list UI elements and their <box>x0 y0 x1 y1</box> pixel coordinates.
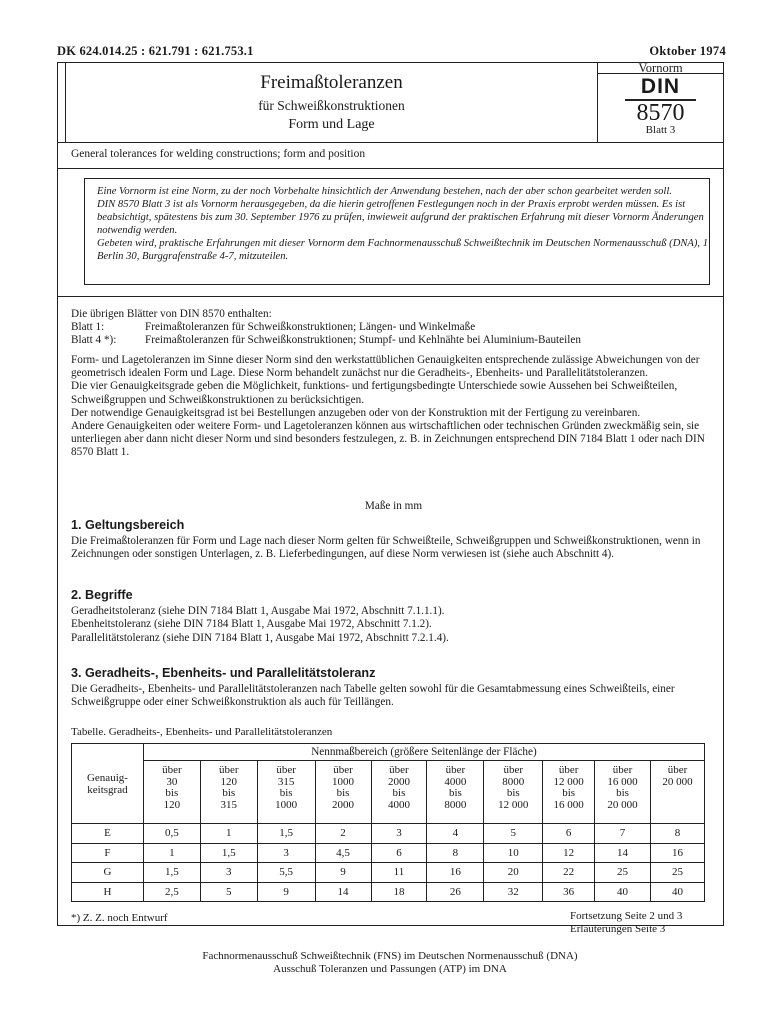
range-line: 12 000 <box>498 798 529 811</box>
tolerance-cell: 9 <box>257 882 315 902</box>
continuation-line: Erläuterungen Seite 3 <box>570 922 666 935</box>
tolerance-cell: 2,5 <box>143 882 200 902</box>
range-header-cell <box>651 761 705 824</box>
definition-item: Ebenheitstoleranz (siehe DIN 7184 Blatt 1, Ausgabe Mai 1972, Abschnitt 7.1.2). <box>71 618 432 631</box>
table-caption: Tabelle. Geradheits-, Ebenheits- und Parallelitätstoleranzen <box>71 726 333 738</box>
range-header-cell <box>143 761 200 824</box>
tolerance-cell: 32 <box>484 882 543 902</box>
range-line: über <box>445 764 466 776</box>
tolerance-cell: 10 <box>484 843 543 863</box>
grade-header-line: Genauig- <box>86 771 128 784</box>
section-text: Die Geradheits-, Ebenheits- und Parallelitätstoleranzen nach Tabelle gelten sowohl für die Gesamtabmessung eines Schweißteils, einer Schweißgruppe oder einer Schweißkonstruktion als auch für Teillängen. <box>71 683 675 709</box>
table-row <box>72 863 705 883</box>
range-line: bis <box>616 787 629 800</box>
grade-cell: G <box>72 863 144 883</box>
section-2 <box>71 589 716 645</box>
grade-cell: E <box>72 824 144 844</box>
table-row <box>72 824 705 844</box>
section-heading: 2. Begriffe <box>71 588 133 602</box>
notice-paragraph: Gebeten wird, praktische Erfahrungen mit dieser Vornorm dem Fachnormenausschuß Schweißtechnik im Deutschen Normenausschuß (DNA), 1 Berlin 30, Burggrafenstraße 4-7, mitzuteilen. <box>97 238 709 263</box>
range-line: 120 <box>163 798 181 811</box>
tolerance-cell: 8 <box>651 824 705 844</box>
range-line: bis <box>506 787 520 800</box>
tolerance-cell: 36 <box>543 882 595 902</box>
range-line: über <box>333 764 353 776</box>
vornorm-notice <box>84 178 710 285</box>
tolerance-cell: 7 <box>595 824 651 844</box>
tolerance-cell: 40 <box>651 882 705 902</box>
tolerance-cell: 1,5 <box>200 843 257 863</box>
range-line: über <box>276 764 296 776</box>
tolerance-cell: 5,5 <box>257 863 315 883</box>
header-left-strip <box>57 62 66 143</box>
publisher-line: Ausschuß Toleranzen und Passungen (ATP) im DNA <box>273 963 507 975</box>
intro-paragraph: Andere Genauigkeiten oder weitere Form- und Lagetoleranzen können aus wirtschaftlichen oder technischen Gründen zweckmäßig sein, sie unterliegen aber dann nicht dieser Norm und sind besonders festzulegen, z. B. in Zeichnungen entsprechend DIN 7184 Blatt 1 oder nach DIN 8570 Blatt 1. <box>71 420 705 459</box>
range-header-cell <box>257 761 315 824</box>
tolerance-cell: 3 <box>371 824 427 844</box>
range-line: 20 000 <box>607 798 638 811</box>
section-heading: 1. Geltungsbereich <box>71 518 185 532</box>
tolerance-cell: 16 <box>651 843 705 863</box>
range-header-cell <box>427 761 484 824</box>
tolerance-cell: 16 <box>427 863 484 883</box>
tolerance-cell: 9 <box>315 863 371 883</box>
din-number: 8570 <box>636 100 685 126</box>
tolerance-cell: 12 <box>543 843 595 863</box>
tolerance-cell: 3 <box>200 863 257 883</box>
sheet-label: Blatt 4 *): <box>71 334 117 347</box>
doc-title: Freimaßtoleranzen <box>260 72 403 93</box>
range-header-cell <box>200 761 257 824</box>
tolerance-cell: 25 <box>595 863 651 883</box>
range-line: über <box>558 764 579 776</box>
intro-paragraph: Form- und Lagetoleranzen im Sinne dieser Norm sind den werkstattüblichen Genauigkeiten entsprechende zulässige Abweichungen von der geometrisch idealen Form und Lage. Diese Norm behandelt zunächst nur die Geradheits-, Ebenheits- und Parallelitätstoleranzen. <box>71 354 700 380</box>
tolerance-cell: 5 <box>484 824 543 844</box>
tolerance-cell: 5 <box>200 882 257 902</box>
range-line: bis <box>448 787 462 800</box>
range-line: 315 <box>277 775 295 788</box>
range-header-cell <box>484 761 543 824</box>
grade-header <box>72 744 144 824</box>
tolerance-cell: 1,5 <box>143 863 200 883</box>
range-line: 4000 <box>444 775 467 788</box>
range-line: 1000 <box>275 798 298 811</box>
range-line: 8000 <box>444 798 467 811</box>
range-line: über <box>667 764 688 776</box>
range-line: 120 <box>220 775 237 788</box>
notice-paragraph: DIN 8570 Blatt 3 ist als Vornorm herausgegeben, da die hierin getroffenen Festlegungen noch in der Praxis erprobt werden müssen. Es ist beabsichtigt, spätestens bis zum 30. September 1976 zu prüfen, inwieweit aufgrund der praktischen Erfahrung mit dieser Vornorm Änderungen notwendig werden. <box>97 199 704 237</box>
intro-paragraph: Der notwendige Genauigkeitsgrad ist bei Bestellungen anzugeben oder von der Konstruktion mit der Fertigung zu vereinbaren. <box>71 406 641 419</box>
tolerance-cell: 1 <box>143 843 200 863</box>
range-line: bis <box>165 787 179 800</box>
range-line: 30 <box>166 775 178 788</box>
tolerance-cell: 1,5 <box>257 824 315 844</box>
range-header-cell <box>315 761 371 824</box>
english-title: General tolerances for welding constructions; form and position <box>71 148 366 160</box>
tolerance-cell: 8 <box>427 843 484 863</box>
range-header-cell <box>595 761 651 824</box>
tolerance-cell: 22 <box>543 863 595 883</box>
dk-classification: DK 624.014.25 : 621.791 : 621.753.1 <box>57 44 254 58</box>
table-row <box>72 843 705 863</box>
range-line: 12 000 <box>553 775 584 788</box>
grade-cell: F <box>72 843 144 863</box>
range-line: 1000 <box>332 775 355 788</box>
range-line: bis <box>336 787 350 800</box>
tolerance-cell: 40 <box>595 882 651 902</box>
range-line: 2000 <box>332 798 355 811</box>
publisher <box>60 950 720 976</box>
continuation-line: Fortsetzung Seite 2 und 3 <box>570 910 683 922</box>
grade-cell: H <box>72 882 144 902</box>
tolerance-cell: 4 <box>427 824 484 844</box>
tolerance-cell: 26 <box>427 882 484 902</box>
section-text: Die Freimaßtoleranzen für Form und Lage nach dieser Norm gelten für Schweißteile, Schweißgruppen und Schweißkonstruktionen, wenn in Zeichnungen oder sonstigen Unterlagen, z. B. Lieferbedingungen, auf diese Norm verwiesen ist (siehe auch Abschnitt 4). <box>71 535 701 561</box>
range-line: 4000 <box>387 798 410 811</box>
doc-subtitle: für Schweißkonstruktionen <box>258 98 405 113</box>
tolerance-table <box>71 743 705 902</box>
tolerance-cell: 11 <box>371 863 427 883</box>
intro-paragraph: Die vier Genauigkeitsgrade geben die Möglichkeit, funktions- und fertigungsbedingte Unterschiede sowie Aussehen bei Schweißteilen, Schweißgruppen und Schweißkonstruktionen zu berücksichtigen. <box>71 380 678 406</box>
section-heading: 3. Geradheits-, Ebenheits- und Parallelitätstoleranz <box>71 666 376 680</box>
section-3 <box>71 667 716 710</box>
tolerance-cell: 25 <box>651 863 705 883</box>
range-line: über <box>612 764 633 776</box>
tolerance-cell: 14 <box>595 843 651 863</box>
range-line: über <box>503 764 524 776</box>
sheet-list-item <box>71 334 716 347</box>
section-1 <box>71 519 716 562</box>
range-line: bis <box>222 787 236 800</box>
range-line: 8000 <box>502 775 525 788</box>
tolerance-cell: 14 <box>315 882 371 902</box>
tolerance-cell: 6 <box>371 843 427 863</box>
issue-date: Oktober 1974 <box>649 44 726 58</box>
range-group-header: Nennmaßbereich (größere Seitenlänge der Fläche) <box>143 744 704 761</box>
range-line: 2000 <box>387 775 410 788</box>
sheet-text: Freimaßtoleranzen für Schweißkonstruktionen; Längen- und Winkelmaße <box>145 321 476 334</box>
range-header-cell <box>371 761 427 824</box>
range-line: 16 000 <box>607 775 638 788</box>
tolerance-cell: 3 <box>257 843 315 863</box>
range-line: 16 000 <box>553 798 584 811</box>
vornorm-label: Vornorm <box>597 62 724 74</box>
sheet-label: Blatt 1: <box>71 321 105 334</box>
divider <box>57 168 724 169</box>
footnote: *) Z. Z. noch Entwurf <box>71 912 168 924</box>
range-line: bis <box>392 787 406 800</box>
sheet-list-item <box>71 321 716 334</box>
range-line: über <box>218 764 239 776</box>
divider <box>57 296 724 297</box>
intro-text <box>71 354 716 460</box>
tolerance-cell: 18 <box>371 882 427 902</box>
range-line: bis <box>562 787 576 800</box>
tolerance-cell: 0,5 <box>143 824 200 844</box>
sheet-text: Freimaßtoleranzen für Schweißkonstruktionen; Stumpf- und Kehlnähte bei Aluminium-Bauteilen <box>145 334 581 347</box>
tolerance-cell: 4,5 <box>315 843 371 863</box>
range-line: über <box>162 764 182 776</box>
table-row <box>72 882 705 902</box>
doc-subtitle-2: Form und Lage <box>288 117 375 132</box>
range-line: 315 <box>220 798 237 811</box>
tolerance-cell: 1 <box>200 824 257 844</box>
other-sheets <box>71 308 716 348</box>
tolerance-cell: 2 <box>315 824 371 844</box>
range-line: über <box>389 764 409 776</box>
din-logo: DIN <box>640 75 681 98</box>
definition-item: Geradheitstoleranz (siehe DIN 7184 Blatt 1, Ausgabe Mai 1972, Abschnitt 7.1.1.1). <box>71 605 445 618</box>
units-note: Maße in mm <box>364 500 423 512</box>
range-line: bis <box>279 787 293 800</box>
notice-paragraph: Eine Vornorm ist eine Norm, zu der noch Vorbehalte hinsichtlich der Anwendung bestehen, nach der aber schon gearbeitet werden soll. <box>97 186 672 197</box>
range-header-cell <box>543 761 595 824</box>
other-sheets-intro: Die übrigen Blätter von DIN 8570 enthalten: <box>71 308 272 320</box>
range-line: 20 000 <box>662 775 693 788</box>
continuation-note <box>570 910 682 935</box>
definition-item: Parallelitätstoleranz (siehe DIN 7184 Blatt 1, Ausgabe Mai 1972, Abschnitt 7.2.1.4). <box>71 631 449 644</box>
publisher-line: Fachnormenausschuß Schweißtechnik (FNS) im Deutschen Normenausschuß (DNA) <box>202 950 578 962</box>
tolerance-cell: 20 <box>484 863 543 883</box>
sheet-number: Blatt 3 <box>645 124 676 136</box>
tolerance-cell: 6 <box>543 824 595 844</box>
grade-header-line: keitsgrad <box>87 783 128 796</box>
